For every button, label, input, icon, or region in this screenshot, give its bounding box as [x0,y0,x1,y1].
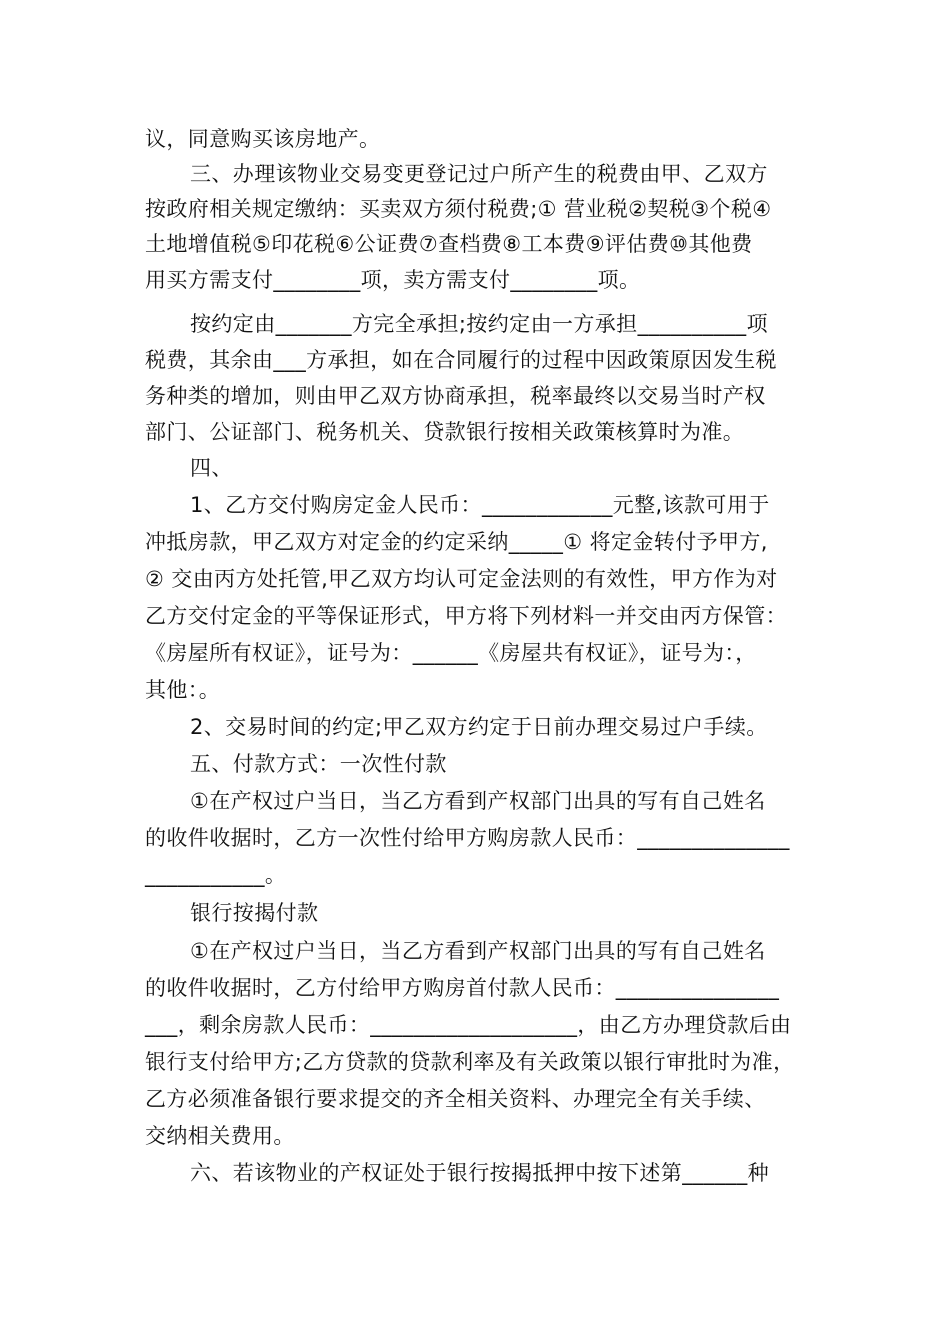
text-line: 议，同意购买该房地产。 [145,127,381,151]
text-line: ② 交由丙方处托管,甲乙双方均认可定金法则的有效性，甲方作为对 [145,567,778,591]
text-line: 的收件收据时，乙方付给甲方购房首付款人民币：_______________ [145,976,780,1000]
text-line: 乙方必须准备银行要求提交的齐全相关资料、办理完全有关手续、 [145,1087,766,1111]
text-line: 用买方需支付________项，卖方需支付________项。 [145,268,641,292]
text-line: 部门、公证部门、税务机关、贷款银行按相关政策核算时为准。 [145,420,745,444]
text-line: 1、乙方交付购房定金人民币：____________元整,该款可用于 [190,493,770,517]
text-line: 其他：。 [145,678,221,702]
text-line: 银行支付给甲方;乙方贷款的贷款利率及有关政策以银行审批时为准， [145,1050,795,1074]
text-line: 土地增值税⑤印花税⑥公证费⑦查档费⑧工本费⑨评估费⑩其他费 [145,232,753,256]
text-line: 按约定由_______方完全承担;按约定由一方承担__________项 [190,312,768,336]
text-line: 税费，其余由___方承担，如在合同履行的过程中因政策原因发生税 [145,348,777,372]
section-heading: 四、 [190,456,233,480]
text-line: 三、办理该物业交易变更登记过户所产生的税费由甲、乙双方 [190,162,768,186]
text-line: ①在产权过户当日，当乙方看到产权部门出具的写有自己姓名 [190,939,766,963]
section-heading: 五、付款方式：一次性付款 [190,752,447,776]
subsection-heading: 银行按揭付款 [190,901,319,925]
text-line: 冲抵房款，甲乙双方对定金的约定采纳_____① 将定金转付予甲方, [145,530,768,554]
text-line: ___________。 [145,863,287,887]
text-line: 《房屋所有权证》，证号为：______《房屋共有权证》，证号为：， [145,641,757,665]
text-line: ___，剩余房款人民币：___________________，由乙方办理贷款后由 [145,1013,792,1037]
section-heading: 六、若该物业的产权证处于银行按揭抵押中按下述第______种 [190,1161,769,1185]
text-line: 按政府相关规定缴纳：买卖双方须付税费;① 营业税②契税③个税④ [145,197,772,221]
text-line: 乙方交付定金的平等保证形式，甲方将下列材料一并交由丙方保管： [145,604,787,628]
text-line: 2、交易时间的约定;甲乙双方约定于日前办理交易过户手续。 [190,715,768,739]
text-line: 交纳相关费用。 [145,1124,295,1148]
text-line: ①在产权过户当日，当乙方看到产权部门出具的写有自己姓名 [190,789,766,813]
text-line: 务种类的增加，则由甲乙双方协商承担，税率最终以交易当时产权 [145,384,766,408]
text-line: 的收件收据时，乙方一次性付给甲方购房款人民币：______________ [145,826,790,850]
